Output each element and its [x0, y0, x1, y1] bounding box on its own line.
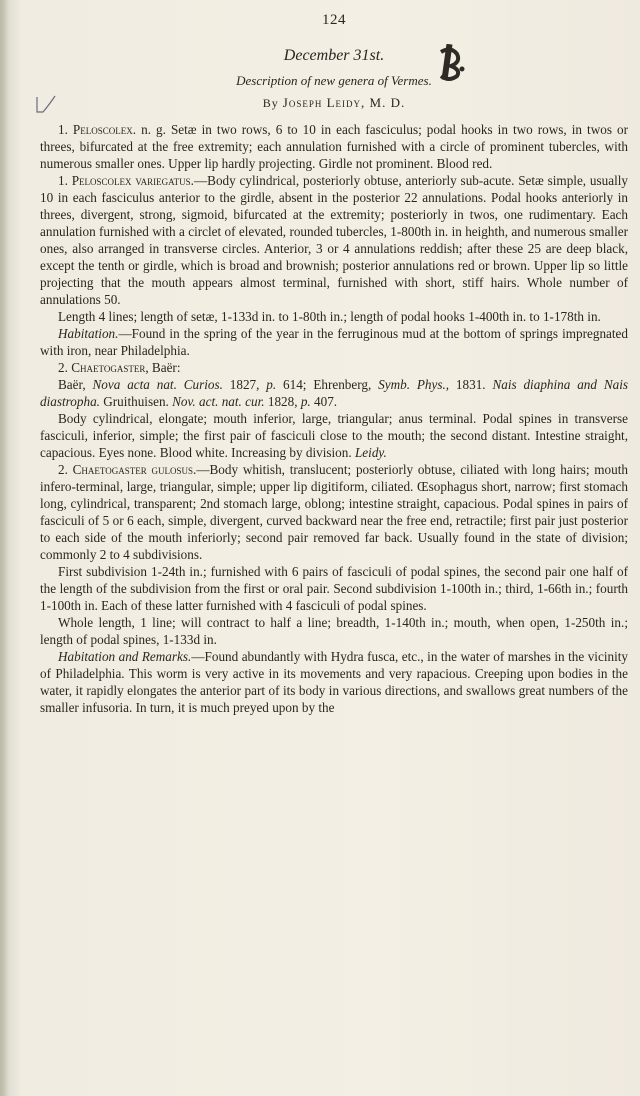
byline-prefix: By	[262, 96, 279, 110]
paragraph-peloscolex-variegatus	[40, 172, 628, 308]
paragraph-text: First subdivision 1-24th in.; furnished with 6 pairs of fasciculi of podal spines, the second pair one half of the length of the subdivision from the first or oral pair. Second subdivision 1-100th in.; third, 1-66th in.; fourth 1-100th in. Each of these latter furnished with 4 fasciculi of podal spines.	[40, 564, 628, 613]
synonymy-text: Gruithuisen.	[99, 394, 173, 409]
article-title: Description of new genera of Vermes.	[236, 73, 432, 88]
paragraph-text: —Body whitish, translucent; posteriorly obtuse, ciliated with long hairs; mouth infero-terminal, large, triangular, simple; upper lip digitiform, ciliated. Œsophagus short, narrow; first stomach long, cylindrical, transparent; 2nd stomach large, oblong; intestine straight, capacious. Podal spines in pairs of fasciculi of 5 or 6 each, simple, divergent, curved backward near the free end, retractile; first pair just posterior to each side of the mouth inferiorly; second pair removed far back. Usually found in the state of division; commonly 2 to 4 subdivisions.	[40, 462, 628, 562]
synonymy-text: 1828,	[264, 394, 301, 409]
taxon-lead: 2. Chaetogaster,	[58, 360, 149, 375]
synonymy-text: 1827,	[222, 377, 267, 392]
binding-shadow	[0, 0, 8, 1096]
synonymy-journal: Nova acta nat. Curios.	[92, 377, 223, 392]
paragraph-text: Length 4 lines; length of setæ, 1-133d in. to 1-80th in.; length of podal hooks 1-400th in. to 1-178th in.	[58, 309, 601, 324]
paragraph-text: Baër:	[148, 360, 181, 375]
author-name: Joseph Leidy, M. D.	[282, 95, 406, 110]
paragraph-chaetogaster-gulosus	[40, 461, 628, 563]
paragraph-text: —Found abundantly with Hydra fusca, etc., in the water of marshes in the vicinity of Philadelphia. This worm is very active in its movements and very rapacious. Creeping upon bodies in the water, it rapidly elongates the anterior part of its body in various directions, and swallows great numbers of the smaller infusoria. In turn, it is much preyed upon by the	[40, 649, 628, 715]
synonymy-page-abbrev: p.	[300, 394, 311, 409]
synonymy-species: Nais diaphina and Nais diastropha.	[40, 377, 629, 409]
synonymy-journal: Nov. act. nat. cur.	[172, 394, 265, 409]
paragraph-measurements	[40, 308, 628, 325]
author-citation: Leidy.	[354, 445, 387, 460]
paragraph-text: —Found in the spring of the year in the ferruginous mud at the bottom of springs impregnated with iron, near Philadelphia.	[40, 326, 628, 358]
taxon-lead: 1. Peloscolex.	[58, 122, 137, 137]
synonymy-page-abbrev: p.	[266, 377, 277, 392]
synonymy-text: 614; Ehrenberg,	[276, 377, 379, 392]
body-text	[40, 121, 628, 716]
paragraph-habitation-remarks	[40, 648, 628, 716]
taxon-lead: 1. Peloscolex variegatus.	[58, 173, 194, 188]
paragraph-subdivisions	[40, 563, 628, 614]
paragraph-text: —Body cylindrical, posteriorly obtuse, anteriorly sub-acute. Setæ simple, usually 10 in each fasciculus anterior to the girdle, absent in the posterior 22 annulations. Podal hooks anteriorly in threes, divergent, strong, sigmoid, bifurcated at the extremity; posteriorly in twos, one rudimentary. Each annulation furnished with a circlet of elevated, rounded tubercles, 1-800th in. in heighth, and numerous smaller ones, also arranged in transverse circles. Anterior, 3 or 4 annulations reddish; after these 25 are deep black, except the tenth or girdle, which is broad and brownish; posterior annulations red or brown. Upper lip so little projecting that the mouth appears almost terminal, furnished with short, stiff hairs. Whole number of annulations 50.	[40, 173, 628, 307]
paragraph-text: Body cylindrical, elongate; mouth inferior, large, triangular; anus terminal. Podal spines in transverse fasciculi, inferior, simple; the first pair of fasciculi close to the mouth; the second distant. Intestine straight, capacious. Eyes none. Blood white. Increasing by division.	[40, 411, 628, 460]
paragraph-text: n. g. Setæ in two rows, 6 to 10 in each fasciculus; podal hooks in two rows, in twos or threes, bifurcated at the free extremity; each annulation furnished with a circle of prominent tubercles, with numerous smaller ones. Upper lip hardly projecting. Girdle not prominent. Blood red.	[40, 122, 628, 171]
paragraph-habitation	[40, 325, 628, 359]
synonymy-text: Baër,	[58, 377, 93, 392]
section-lead: Habitation and Remarks.	[58, 649, 192, 664]
taxon-lead: 2. Chaetogaster gulosus.	[58, 462, 197, 477]
section-lead: Habitation.	[58, 326, 119, 341]
synonymy-text: 1831.	[449, 377, 493, 392]
paragraph-genus-peloscolex	[40, 121, 628, 172]
page-number: 124	[322, 12, 346, 28]
paragraph-chaetogaster-description	[40, 410, 628, 461]
date-heading: December 31st.	[283, 47, 385, 64]
byline	[40, 95, 628, 111]
synonymy-journal: Symb. Phys.,	[378, 377, 450, 392]
page-content	[40, 6, 628, 716]
paragraph-synonymy	[40, 376, 628, 410]
paragraph-text: Whole length, 1 line; will contract to half a line; breadth, 1-140th in.; mouth, when open, 1-250th in.; length of podal spines, 1-133d in.	[40, 615, 628, 647]
synonymy-text: 407.	[310, 394, 338, 409]
paragraph-whole-length	[40, 614, 628, 648]
paragraph-genus-chaetogaster	[40, 359, 628, 376]
